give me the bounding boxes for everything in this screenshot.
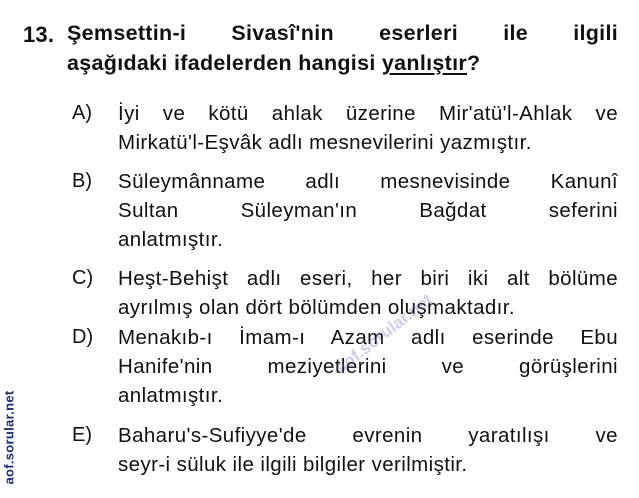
option-letter: C) xyxy=(72,267,94,289)
option-line: Baharu's-Sufiyye'de evrenin yaratılışı ve xyxy=(118,424,618,447)
option-line: Sultan Süleyman'ın Bağdat seferini xyxy=(118,199,618,222)
question-stem-emphasis: yanlıştır xyxy=(381,51,468,75)
option-text xyxy=(118,99,618,157)
option-text xyxy=(118,167,618,254)
option-line: anlatmıştır. xyxy=(118,228,224,251)
option-line: Heşt-Behişt adlı eseri, her biri iki alt bölüme xyxy=(118,267,618,290)
option-letter: E) xyxy=(72,424,92,446)
center-watermark: aof.sorular.net xyxy=(331,290,436,378)
option-text xyxy=(118,323,618,410)
option-line: ayrılmış olan dört bölümden oluşmaktadır. xyxy=(118,296,515,319)
option-line: İyi ve kötü ahlak üzerine Mir'atü'l-Ahlak ve xyxy=(118,102,618,125)
option-line: Hanife'nin meziyetlerini ve görüşlerini xyxy=(118,355,618,378)
question-mark: ? xyxy=(467,51,481,75)
question-stem-line-1: Şemsettin-i Sivasî'nin eserleri ile ilgili xyxy=(67,21,618,45)
option-line: seyr-i süluk ile ilgili bilgiler verilmiştir. xyxy=(118,453,468,476)
question-stem-text: aşağıdaki ifadelerden hangisi xyxy=(67,51,382,75)
option-letter: D) xyxy=(72,326,94,348)
option-letter: B) xyxy=(72,170,92,192)
option-line: Mirkatü'l-Eşvâk adlı mesnevilerini yazmıştır. xyxy=(118,131,532,154)
option-line: anlatmıştır. xyxy=(118,384,224,407)
question-number: 13. xyxy=(23,22,55,47)
question-stem xyxy=(67,18,618,78)
option-text xyxy=(118,264,618,322)
option-letter: A) xyxy=(72,102,92,124)
option-line: Menakıb-ı İmam-ı Azam adlı eserinde Ebu xyxy=(118,326,618,349)
question-stem-line-2 xyxy=(67,48,618,78)
side-watermark: aof.sorular.net xyxy=(1,390,17,485)
option-text xyxy=(118,421,618,479)
option-line: Süleymânname adlı mesnevisinde Kanunî xyxy=(118,170,618,193)
